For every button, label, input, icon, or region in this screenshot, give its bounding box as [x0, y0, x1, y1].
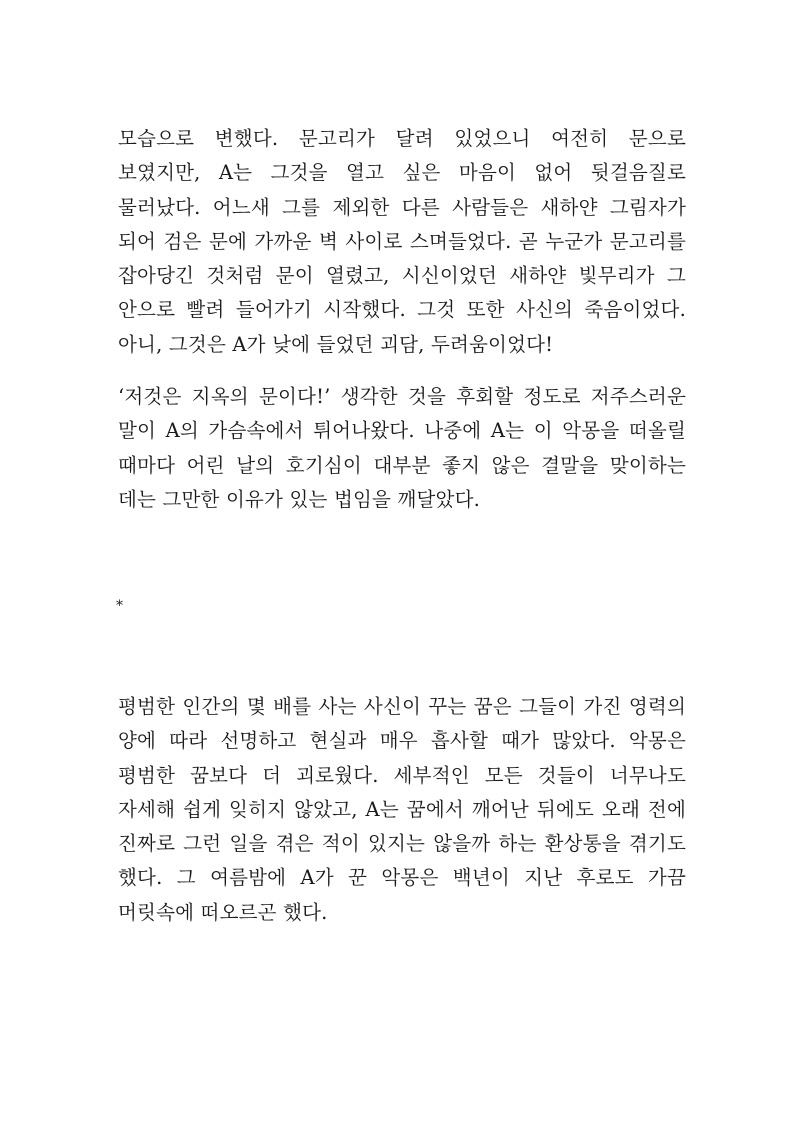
paragraph-2: ‘저것은 지옥의 문이다!’ 생각한 것을 후회할 정도로 저주스러운 말이 A의 가슴속에서 튀어나왔다. 나중에 A는 이 악몽을 떠올릴 때마다 어린 날의 호기심이 대부분 좋지 않은 결말을 맞이하는 데는 그만한 이유가 있는 법임을 깨달았다.: [118, 385, 686, 511]
paragraph-1: 모습으로 변했다. 문고리가 달려 있었으니 여전히 문으로 보였지만, A는 그것을 열고 싶은 마음이 없어 뒷걸음질로 물러났다. 어느새 그를 제외한 다른 사람들은 새하얀 그림자가 되어 검은 문에 가까운 벽 사이로 스며들었다. 곧 누군가 문고리를 잡아당긴 것처럼 문이 열렸고, 시신이었던 새하얀 빛무리가 그 안으로 빨려 들어가기 시작했다. 그것 또한 사신의 죽음이었다. 아니, 그것은 A가 낮에 들었던 괴담, 두려움이었다!: [118, 127, 686, 356]
section-separator: *: [116, 598, 123, 614]
paragraph-3: 평범한 인간의 몇 배를 사는 사신이 꾸는 꿈은 그들이 가진 영력의 양에 따라 선명하고 현실과 매우 흡사할 때가 많았다. 악몽은 평범한 꿈보다 더 괴로웠다. 세부적인 모든 것들이 너무나도 자세해 쉽게 잊히지 않았고, A는 꿈에서 깨어난 뒤에도 오래 전에 진짜로 그런 일을 겪은 적이 있지는 않을까 하는 환상통을 겪기도 했다. 그 여름밤에 A가 꾼 악몽은 백년이 지난 후로도 가끔 머릿속에 떠오르곤 했다.: [118, 695, 686, 924]
